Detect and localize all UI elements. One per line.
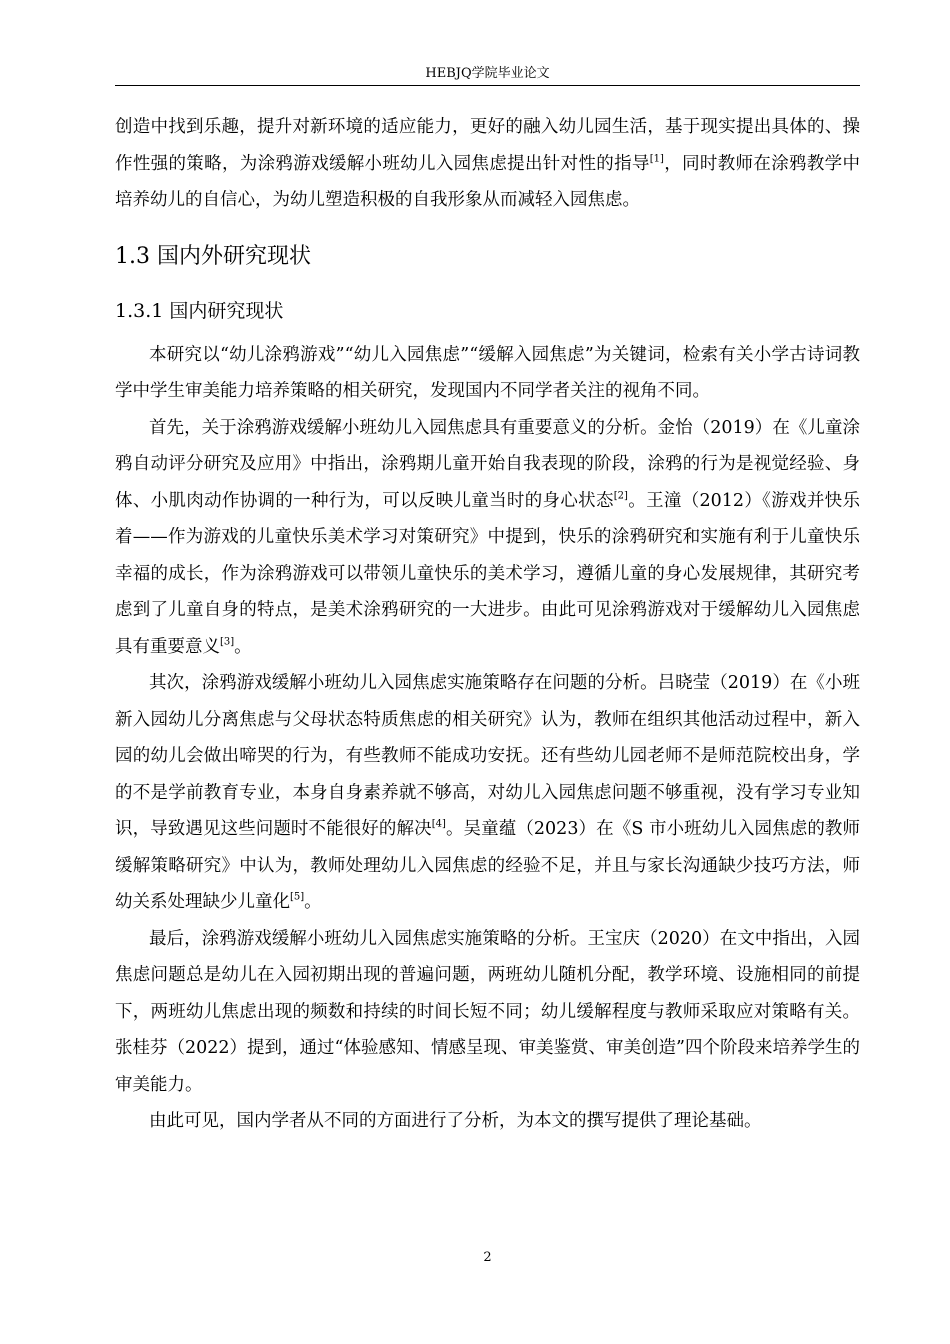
section-heading: 1.3 国内外研究现状 bbox=[115, 243, 311, 269]
paragraph-text: 首先，关于涂鸦游戏缓解小班幼儿入园焦虑具有重要意义的分析。金怡（2019）在《儿童涂鸦自动评分研究及应用》中指出，涂鸦期儿童开始自我表现的阶段，涂鸦的行为是视觉经验、身体、小肌肉动作协调的一种行为，可以反映儿童当时的身心状态 bbox=[115, 417, 860, 511]
page-number: 2 bbox=[483, 1250, 492, 1265]
paragraph-text: 。 bbox=[304, 892, 322, 912]
citation-ref: [2] bbox=[613, 490, 628, 501]
paragraph-intro: 本研究以“幼儿涂鸦游戏”“幼儿入园焦虑”“缓解入园焦虑”为关键词，检索有关小学古诗词教学中学生审美能力培养策略的相关研究，发现国内不同学者关注的视角不同。 bbox=[115, 344, 860, 401]
citation-ref: [1] bbox=[649, 153, 664, 164]
paragraph-last: 最后，涂鸦游戏缓解小班幼儿入园焦虑实施策略的分析。王宝庆（2020）在文中指出，入园焦虑问题总是幼儿在入园初期出现的普遍问题，两班幼儿随机分配，教学环境、设施相同的前提下，两班幼儿焦虑出现的频数和持续的时间长短不同；幼儿缓解程度与教师采取应对策略有关。张桂芬（2022）提到，通过“体验感知、情感呈现、审美鉴赏、审美创造”四个阶段来培养学生的审美能力。 bbox=[115, 928, 860, 1095]
subsection-heading: 1.3.1 国内研究现状 bbox=[115, 299, 284, 322]
paragraph-text: 其次，涂鸦游戏缓解小班幼儿入园焦虑实施策略存在问题的分析。吕晓莹（2019）在《小班新入园幼儿分离焦虑与父母状态特质焦虑的相关研究》认为，教师在组织其他活动过程中，新入园的幼儿会做出啼哭的行为，有些教师不能成功安抚。还有些幼儿园老师不是师范院校出身，学的不是学前教育专业，本身自身素养就不够高，对幼儿入园焦虑问题不够重视，没有学习专业知识，导致遇见这些问题时不能很好的解决 bbox=[115, 673, 860, 839]
citation-ref: [3] bbox=[220, 636, 235, 647]
paragraph-text: ，同时教师在涂鸦教学中培养幼儿的自信心，为幼儿塑造积极的自我形象从而减轻入园焦虑。 bbox=[115, 153, 860, 210]
header-rule bbox=[115, 85, 860, 86]
page-body bbox=[115, 109, 860, 1140]
paragraph-text: 创造中找到乐趣，提升对新环境的适应能力，更好的融入幼儿园生活，基于现实提出具体的、操作性强的策略，为涂鸦游戏缓解小班幼儿入园焦虑提出针对性的指导 bbox=[115, 117, 860, 174]
paragraph-second bbox=[115, 665, 860, 921]
citation-ref: [4] bbox=[431, 818, 446, 830]
paragraph-conclusion: 由此可见，国内学者从不同的方面进行了分析，为本文的撰写提供了理论基础。 bbox=[149, 1111, 762, 1131]
paragraph-text: 。 bbox=[234, 636, 252, 657]
paragraph-text: 。吴童蕴（2023）在《S 市小班幼儿入园焦虑的教师缓解策略研究》中认为，教师处理幼儿入园焦虑的经验不足，并且与家长沟通缺少技巧方法，师幼关系处理缺少儿童化 bbox=[115, 819, 860, 912]
citation-ref: [5] bbox=[290, 891, 305, 903]
paragraph-first bbox=[115, 410, 860, 666]
paragraph-continued bbox=[115, 109, 860, 219]
paragraph-text: 。王潼（2012）《游戏并快乐着——作为游戏的儿童快乐美术学习对策研究》中提到，快乐的涂鸦研究和实施有利于儿童快乐幸福的成长，作为涂鸦游戏可以带领儿童快乐的美术学习，遵循儿童的身心发展规律，其研究考虑到了儿童自身的特点，是美术涂鸦研究的一大进步。由此可见涂鸦游戏对于缓解幼儿入园焦虑具有重要意义 bbox=[115, 490, 860, 657]
running-header: HEBJQ学院毕业论文 bbox=[425, 66, 550, 81]
